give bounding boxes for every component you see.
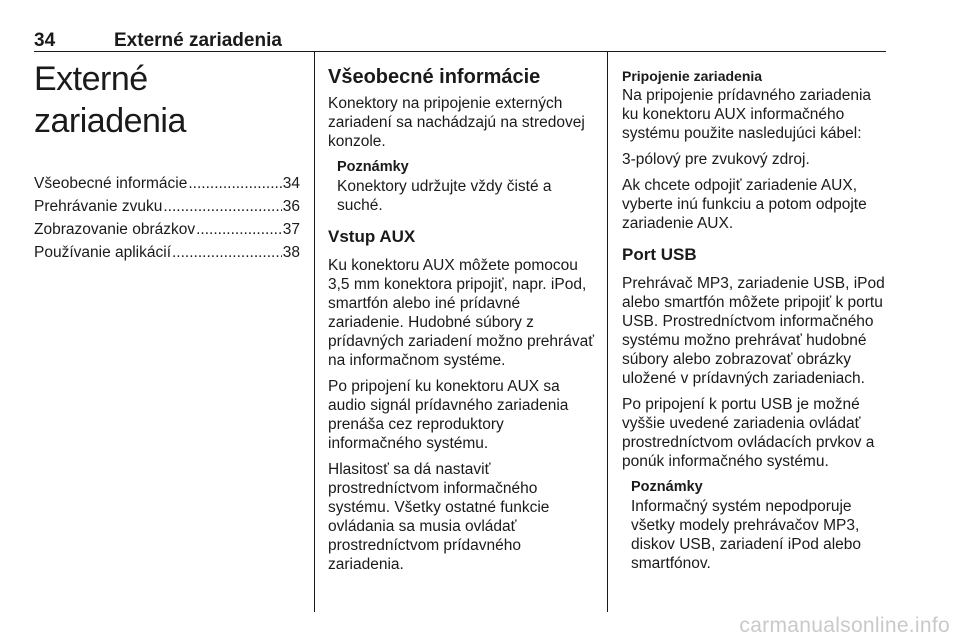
body-paragraph: 3-pólový pre zvukový zdroj. <box>622 151 810 168</box>
table-of-contents <box>34 174 300 264</box>
toc-entry[interactable] <box>34 197 300 218</box>
column-1 <box>34 55 300 266</box>
toc-label: Zobrazovanie obrázkov <box>34 221 196 238</box>
note-block <box>337 158 594 215</box>
note-text: Konektory udržujte vždy čisté a suché. <box>337 178 552 214</box>
toc-leader <box>172 243 282 262</box>
note-label: Poznámky <box>337 159 409 175</box>
toc-entry[interactable] <box>34 174 300 195</box>
intro-paragraph: Konektory na pripojenie externých zariadení sa nachádzajú na stredovej konzole. <box>328 95 585 150</box>
toc-page: 34 <box>282 175 300 192</box>
page-header <box>34 30 886 52</box>
column-divider-2 <box>607 52 608 612</box>
column-3 <box>622 55 888 580</box>
toc-page: 37 <box>282 221 300 238</box>
body-paragraph: Na pripojenie prídavného zariadenia ku konektoru AUX informačného systému použite nasledujúci kábel: <box>622 87 872 142</box>
page-number: 34 <box>34 30 56 51</box>
chapter-title: Externé zariadenia <box>34 60 186 140</box>
header-rule <box>34 51 886 52</box>
running-title: Externé zariadenia <box>114 30 282 51</box>
toc-label: Všeobecné informácie <box>34 175 188 192</box>
note-block <box>631 478 888 573</box>
note-label: Poznámky <box>631 479 703 495</box>
section-heading-general: Všeobecné informácie <box>328 66 541 88</box>
toc-label: Prehrávanie zvuku <box>34 198 163 215</box>
body-paragraph: Hlasitosť sa dá nastaviť prostredníctvom informačného systému. Všetky ostatné funkcie ovládania sa musia ovládať prostredníctvom prídavného zariadenia. <box>328 461 550 573</box>
body-paragraph: Ku konektoru AUX môžete pomocou 3,5 mm konektora pripojiť, napr. iPod, smartfón alebo iné prídavné zariadenie. Hudobné súbory z prídavných zariadení možno prehrávať na informačnom systéme. <box>328 257 595 369</box>
toc-leader <box>196 220 282 239</box>
toc-entry[interactable] <box>34 243 300 264</box>
watermark: carmanualsonline.info <box>739 614 950 637</box>
body-paragraph: Po pripojení k portu USB je možné vyššie uvedené zariadenia ovládať prostredníctvom ovládacích prvkov a ponúk informačného systému. <box>622 396 875 470</box>
toc-leader <box>188 174 281 193</box>
toc-entry[interactable] <box>34 220 300 241</box>
section-heading-aux: Vstup AUX <box>328 227 416 246</box>
body-paragraph: Po pripojení ku konektoru AUX sa audio signál prídavného zariadenia prenáša cez reproduktory informačného systému. <box>328 378 569 452</box>
note-text: Informačný systém nepodporuje všetky modely prehrávačov MP3, diskov USB, zariadení iPod alebo smartfónov. <box>631 498 862 572</box>
column-2 <box>328 55 594 581</box>
subheading-connect-device: Pripojenie zariadenia <box>622 68 763 84</box>
body-paragraph: Prehrávač MP3, zariadenie USB, iPod alebo smartfón môžete pripojiť k portu USB. Prostredníctvom informačného systému možno prehrávať hudobné súbory alebo zobrazovať obrázky uložené v prídavných zariadeniach. <box>622 275 885 387</box>
column-divider-1 <box>314 52 315 612</box>
toc-label: Používanie aplikácií <box>34 244 171 261</box>
toc-page: 36 <box>282 198 300 215</box>
toc-page: 38 <box>282 244 300 261</box>
body-paragraph: Ak chcete odpojiť zariadenie AUX, vyberte inú funkciu a potom odpojte zariadenie AUX. <box>622 177 867 232</box>
toc-leader <box>163 197 281 216</box>
section-heading-usb: Port USB <box>622 245 697 264</box>
